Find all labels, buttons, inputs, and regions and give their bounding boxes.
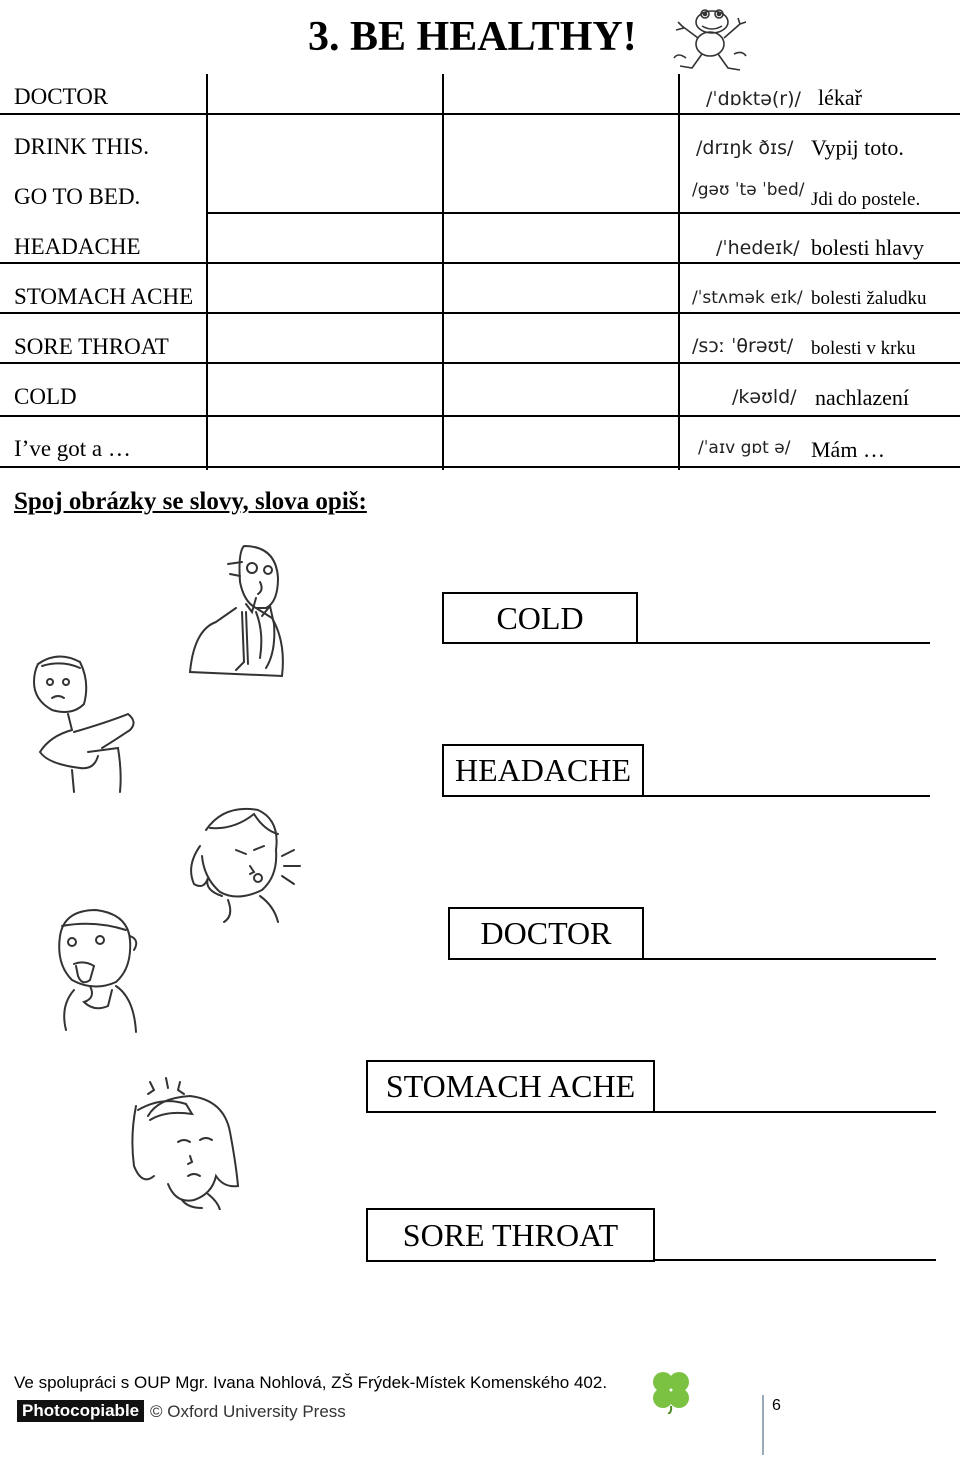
vocab-pronunciation: /gəʊ ˈtə ˈbed/ — [692, 180, 805, 200]
word-box: HEADACHE — [442, 744, 644, 797]
vocab-word: STOMACH ACHE — [14, 284, 194, 309]
exercise-instruction: Spoj obrázky se slovy, slova opiš: — [14, 488, 367, 515]
stomach-ache-illustration — [28, 652, 140, 794]
vocab-translation: bolesti v krku — [811, 338, 916, 359]
word-box: SORE THROAT — [366, 1208, 655, 1262]
photocopiable-badge: Photocopiable — [17, 1400, 144, 1422]
page-number-divider — [762, 1395, 764, 1455]
vocab-translation: nachlazení — [815, 385, 910, 410]
vocab-translation: Mám … — [811, 437, 885, 462]
vocabulary-table — [0, 74, 960, 470]
vocab-pronunciation: /sɔː ˈθrəʊt/ — [692, 335, 794, 357]
vocab-pronunciation: /ˈdɒktə(r)/ — [706, 88, 801, 110]
answer-line[interactable] — [642, 795, 930, 797]
page-title: 3. BE HEALTHY! — [308, 14, 637, 60]
vocab-word: DRINK THIS. — [14, 134, 150, 159]
publisher-credit: © Oxford University Press — [150, 1402, 346, 1421]
page-number: 6 — [772, 1397, 781, 1414]
vocab-word: GO TO BED. — [14, 184, 141, 209]
word-box: STOMACH ACHE — [366, 1060, 655, 1113]
sore-throat-illustration — [50, 906, 142, 1034]
vocab-word: I’ve got a … — [14, 436, 131, 461]
vocab-translation: Vypij toto. — [811, 135, 904, 160]
vocab-translation: Jdi do postele. — [811, 189, 921, 210]
word-box: DOCTOR — [448, 907, 644, 960]
vocab-word: HEADACHE — [14, 234, 141, 259]
vocab-pronunciation: /ˈstʌmək eɪk/ — [692, 288, 803, 308]
vocab-pronunciation: /ˈaɪv gɒt ə/ — [698, 438, 791, 458]
answer-line[interactable] — [653, 1259, 936, 1261]
frog-mascot-icon — [668, 2, 752, 74]
vocab-word: SORE THROAT — [14, 334, 169, 359]
answer-line[interactable] — [636, 642, 930, 644]
headache-illustration — [128, 1076, 246, 1210]
vocab-word: COLD — [14, 384, 77, 409]
answer-line[interactable] — [642, 958, 936, 960]
vocab-pronunciation: /drɪŋk ðɪs/ — [696, 137, 794, 159]
vocab-word: DOCTOR — [14, 84, 109, 109]
school-clover-logo-icon — [648, 1368, 694, 1414]
vocab-pronunciation: /kəʊld/ — [732, 386, 797, 408]
vocab-translation: lékař — [818, 85, 862, 110]
answer-line[interactable] — [653, 1111, 936, 1113]
word-box: COLD — [442, 592, 638, 644]
vocab-translation: bolesti žaludku — [811, 288, 927, 309]
vocab-pronunciation: /ˈhedeɪk/ — [716, 237, 800, 259]
vocab-translation: bolesti hlavy — [811, 235, 925, 260]
footer-credit: Ve spolupráci s OUP Mgr. Ivana Nohlová, ZŠ Frýdek-Místek Komenského 402. — [14, 1373, 608, 1392]
doctor-illustration — [186, 542, 290, 680]
cold-illustration — [184, 806, 304, 924]
